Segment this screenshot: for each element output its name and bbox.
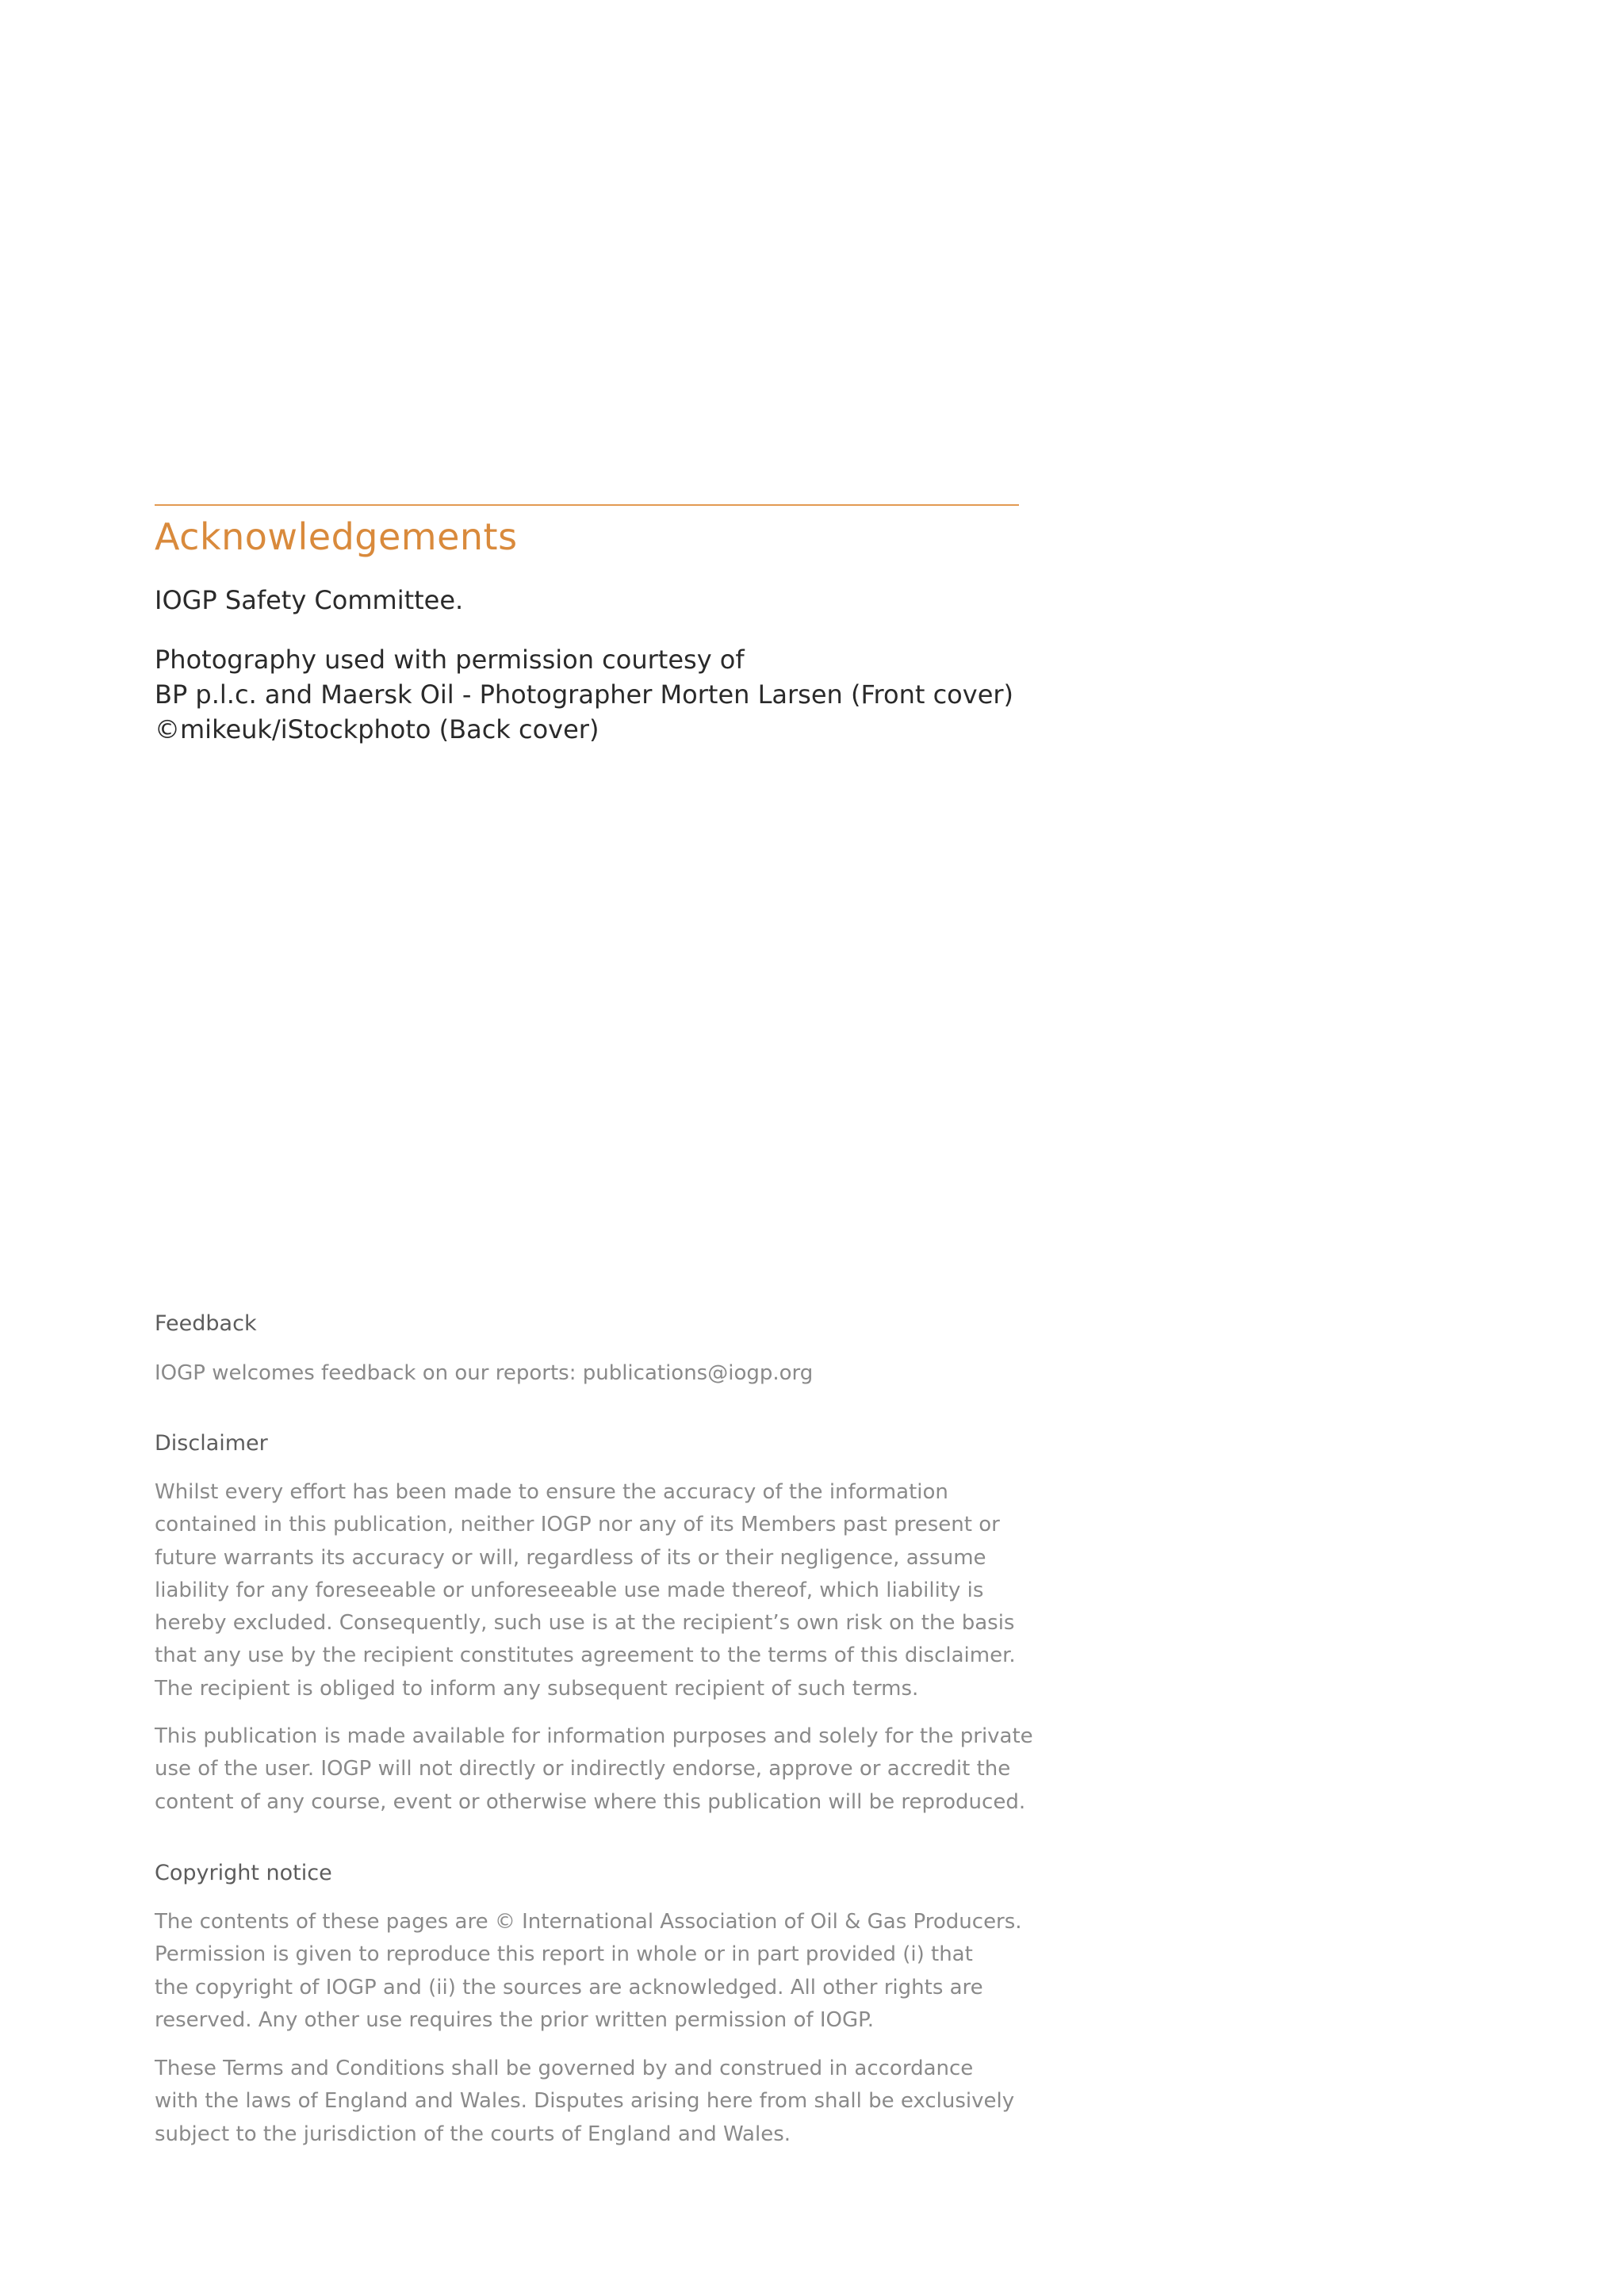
- paragraph-line: the copyright of IOGP and (ii) the sources are acknowledged. All other rights are: [155, 1975, 983, 1999]
- paragraph-line: liability for any foreseeable or unforeseeable use made thereof, which liability is: [155, 1578, 984, 1602]
- feedback-text: IOGP welcomes feedback on our reports: publications@iogp.org: [155, 1361, 814, 1385]
- copyright-paragraph-1: [155, 1906, 1035, 2037]
- paragraph-line: This publication is made available for information purposes and solely for the private: [155, 1724, 1033, 1748]
- feedback-heading: Feedback: [155, 1311, 257, 1336]
- copyright-paragraph-2: [155, 2053, 1035, 2151]
- paragraph-line: The contents of these pages are © International Association of Oil & Gas Producers.: [155, 1910, 1022, 1934]
- photo-credit-line: ©mikeuk/iStockphoto (Back cover): [155, 714, 599, 744]
- paragraph-line: Permission is given to reproduce this report in whole or in part provided (i) that: [155, 1942, 973, 1967]
- section-divider: [155, 504, 1019, 506]
- paragraph-line: contained in this publication, neither IOGP nor any of its Members past present or: [155, 1513, 1000, 1537]
- paragraph-line: reserved. Any other use requires the prior written permission of IOGP.: [155, 2007, 875, 2032]
- paragraph-line: that any use by the recipient constitutes agreement to the terms of this disclaimer.: [155, 1644, 1016, 1668]
- paragraph-line: future warrants its accuracy or will, regardless of its or their negligence, assume: [155, 1545, 986, 1570]
- copyright-heading: Copyright notice: [155, 1861, 332, 1885]
- paragraph-line: with the laws of England and Wales. Disputes arising here from shall be exclusively: [155, 2089, 1015, 2114]
- paragraph-line: use of the user. IOGP will not directly or indirectly endorse, approve or accredit the: [155, 1757, 1011, 1781]
- paragraph-line: These Terms and Conditions shall be governed by and construed in accordance: [155, 2057, 974, 2080]
- paragraph-line: hereby excluded. Consequently, such use is at the recipient’s own risk on the basis: [155, 1611, 1015, 1636]
- paragraph-line: The recipient is obliged to inform any subsequent recipient of such terms.: [155, 1676, 919, 1701]
- acknowledgements-photo-credits: [155, 642, 1013, 747]
- photo-credit-line: BP p.l.c. and Maersk Oil - Photographer Morten Larsen (Front cover): [155, 679, 1014, 710]
- photo-credit-line: Photography used with permission courtesy of: [155, 645, 745, 675]
- acknowledgements-committee: IOGP Safety Committee.: [155, 585, 464, 615]
- paragraph-line: content of any course, event or otherwise where this publication will be reproduced.: [155, 1789, 1026, 1814]
- disclaimer-paragraph-2: [155, 1720, 1035, 1819]
- acknowledgements-title: Acknowledgements: [155, 515, 518, 558]
- disclaimer-paragraph-1: [155, 1476, 1035, 1705]
- disclaimer-heading: Disclaimer: [155, 1431, 268, 1456]
- paragraph-line: Whilst every effort has been made to ensure the accuracy of the information: [155, 1480, 948, 1504]
- paragraph-line: subject to the jurisdiction of the courts of England and Wales.: [155, 2122, 791, 2146]
